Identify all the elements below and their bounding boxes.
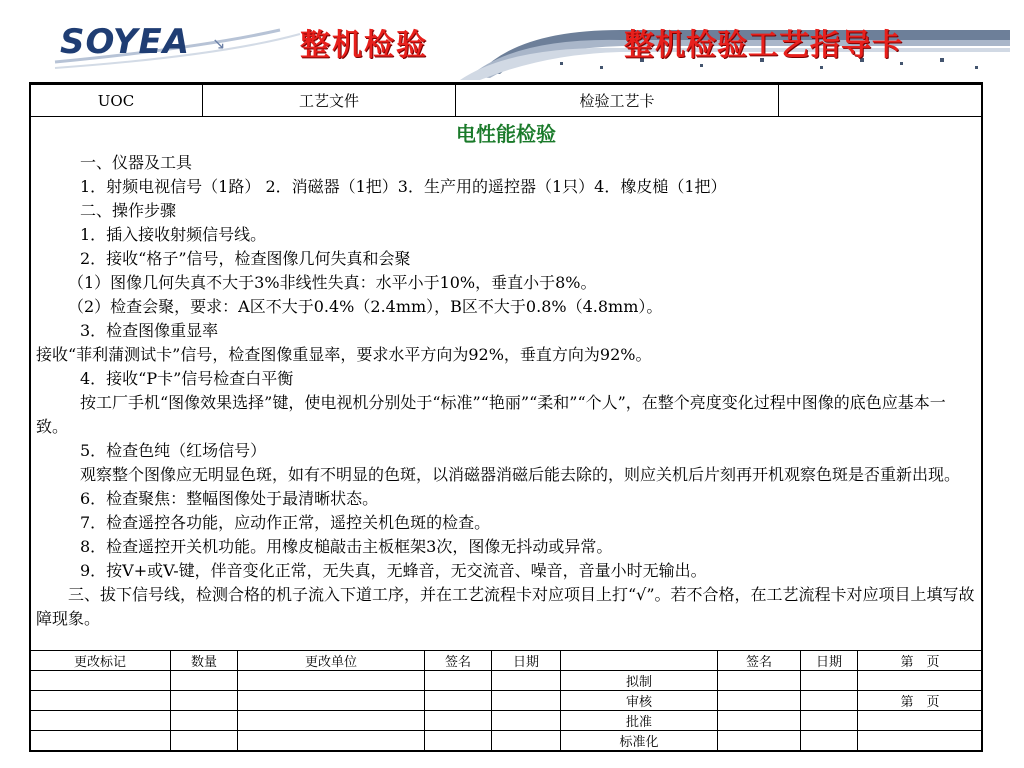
content-heading: 电性能检验	[456, 122, 556, 146]
content-line: 9．按V+或V-键，伴音变化正常，无失真，无蜂音，无交流音、噪音，音量小时无输出。	[80, 561, 707, 580]
info-table	[29, 84, 983, 117]
col-change-mark: 更改标记	[30, 651, 171, 671]
table-row	[30, 731, 983, 751]
col-date-2: 日期	[801, 651, 858, 671]
header-banner	[0, 0, 1024, 82]
content-line: 7．检查遥控各功能，应动作正常，遥控关机色斑的检查。	[80, 513, 491, 532]
content-line: 4．接收“P卡”信号检查白平衡	[80, 369, 294, 388]
card-title: 整机检验工艺指导卡	[624, 28, 903, 63]
content-line: （1）图像几何失真不大于3%非线性失真：水平小于10%，垂直小于8%。	[68, 273, 597, 292]
content-line: （2）检查会聚，要求：A区不大于0.4%（2.4mm），B区不大于0.8%（4.8mm）。	[68, 297, 663, 316]
content-line: 1．插入接收射频信号线。	[80, 225, 267, 244]
col-date-1: 日期	[492, 651, 561, 671]
revision-table	[29, 650, 983, 751]
content-line: 2．接收“格子”信号，检查图像几何失真和会聚	[80, 249, 411, 268]
content-line: 接收“菲利蒲测试卡”信号，检查图像重显率，要求水平方向为92%，垂直方向为92%。	[36, 345, 652, 364]
role-drafted: 拟制	[561, 671, 718, 691]
content-line: 一、仪器及工具	[80, 153, 193, 172]
content-line: 1．射频电视信号（1路） 2．消磁器（1把）3．生产用的遥控器（1只）4．橡皮槌（1把）	[80, 177, 727, 196]
content-paragraph: 观察整个图像应无明显色斑，如有不明显的色斑，以消磁器消磁后能去除的，则应关机后片刻再开机观察色斑是否重新出现。	[80, 465, 961, 484]
table-row	[30, 671, 983, 691]
table-row	[30, 711, 983, 731]
table-row	[30, 691, 983, 711]
col-role	[561, 651, 718, 671]
card-type: 检验工艺卡	[456, 85, 779, 117]
logo-arrow-icon: ↘	[212, 34, 226, 53]
col-sign-2: 签名	[718, 651, 801, 671]
role-standardized: 标准化	[561, 731, 718, 751]
content-line: 3．检查图像重显率	[80, 321, 219, 340]
content-line: 8．检查遥控开关机功能。用橡皮槌敲击主板框架3次，图像无抖动或异常。	[80, 537, 613, 556]
content-area	[36, 117, 976, 650]
role-reviewed: 审核	[561, 691, 718, 711]
doc-code: UOC	[30, 85, 203, 117]
doc-type: 工艺文件	[203, 85, 456, 117]
section-title: 整机检验	[300, 28, 428, 63]
role-approved: 批准	[561, 711, 718, 731]
company-logo: SOYEA	[60, 22, 191, 62]
col-change-unit: 更改单位	[238, 651, 425, 671]
col-sign-1: 签名	[425, 651, 492, 671]
content-paragraph: 按工厂手机“图像效果选择”键，使电视机分别处于“标准”“艳丽”“柔和”“个人”，在整个亮度变化过程中图像的底色应基本一致。	[36, 393, 946, 436]
content-paragraph: 三、拔下信号线，检测合格的机子流入下道工序，并在工艺流程卡对应项目上打“√”。若不合格，在工艺流程卡对应项目上填写故障现象。	[36, 585, 975, 628]
page-number: 第 页	[858, 691, 983, 711]
content-line: 二、操作步骤	[80, 201, 177, 220]
col-quantity: 数量	[171, 651, 238, 671]
content-line: 5．检查色纯（红场信号）	[80, 441, 267, 460]
info-extra	[779, 85, 983, 117]
col-page: 第 页	[858, 651, 983, 671]
content-line: 6．检查聚焦：整幅图像处于最清晰状态。	[80, 489, 379, 508]
